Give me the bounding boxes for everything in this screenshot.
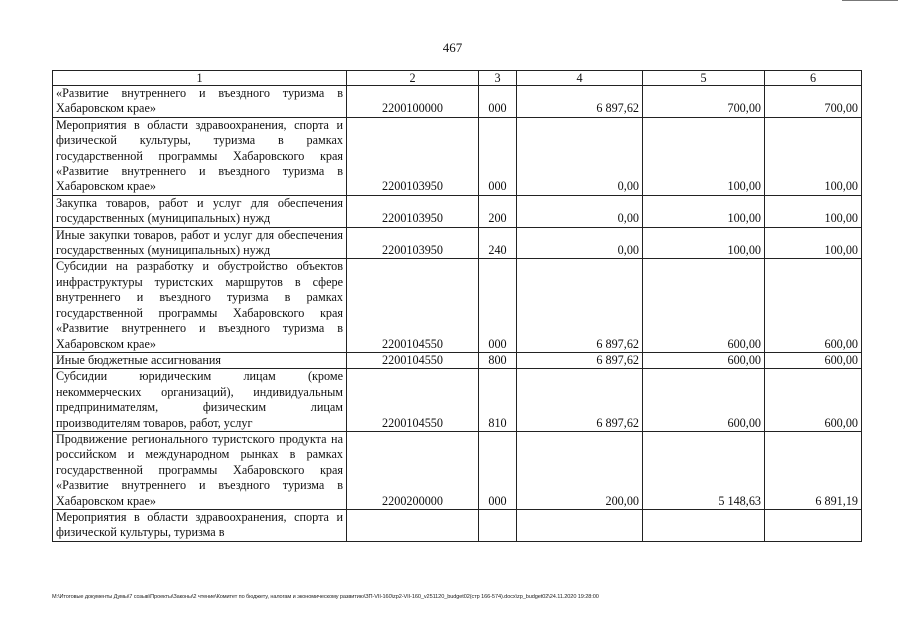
row-amount-3: 6 891,19: [765, 431, 862, 509]
row-amount-3: 100,00: [765, 227, 862, 259]
row-code: 2200104550: [347, 352, 479, 368]
row-amount-2: 100,00: [643, 195, 765, 227]
table-row: [53, 86, 862, 118]
row-amount-3: 600,00: [765, 259, 862, 352]
row-name: Иные закупки товаров, работ и услуг для обеспечения государственных (муниципальных) нужд: [53, 227, 347, 259]
row-amount-3: 600,00: [765, 352, 862, 368]
row-amount-2: [643, 509, 765, 541]
row-code: 2200103950: [347, 195, 479, 227]
row-type: 810: [479, 369, 517, 432]
row-amount-2: 5 148,63: [643, 431, 765, 509]
row-amount-2: 700,00: [643, 86, 765, 118]
row-amount-3: [765, 509, 862, 541]
row-code: 2200200000: [347, 431, 479, 509]
row-code: 2200100000: [347, 86, 479, 118]
row-amount-1: 6 897,62: [517, 86, 643, 118]
row-amount-1: 6 897,62: [517, 259, 643, 352]
row-amount-3: 100,00: [765, 195, 862, 227]
footer-file-path: M:\Итоговые документы Думы\7 созыв\Проекты\Законы\2 чтение\Комитет по бюджету, налогам и экономическому развитию\ЗП-VII-160\zp2-VII-160_v251120_budget02(стр 166-574).docx\zp_budget02\24.11.2020 19:28:00: [52, 594, 599, 600]
table-row: [53, 227, 862, 259]
row-code: 2200104550: [347, 369, 479, 432]
table-header-row: [53, 71, 862, 86]
row-type: 240: [479, 227, 517, 259]
row-type: 000: [479, 259, 517, 352]
row-amount-1: [517, 509, 643, 541]
row-amount-1: 200,00: [517, 431, 643, 509]
top-edge-mark: [842, 0, 898, 1]
header-cell: 1: [53, 71, 347, 86]
row-code: 2200103950: [347, 117, 479, 195]
row-name: Субсидии на разработку и обустройство объектов инфраструктуры туристских маршрутов в сфере внутреннего и въездного туризма в рамках государственной программы Хабаровского края «Развитие внутреннего и въездного туризма в Хабаровском крае»: [53, 259, 347, 352]
row-amount-2: 600,00: [643, 352, 765, 368]
row-type: 800: [479, 352, 517, 368]
row-name: Иные бюджетные ассигнования: [53, 352, 347, 368]
table-row: [53, 195, 862, 227]
row-name: Субсидии юридическим лицам (кроме некоммерческих организаций), индивидуальным предпринимателям, физическим лицам производителям товаров, работ, услуг: [53, 369, 347, 432]
row-name: Закупка товаров, работ и услуг для обеспечения государственных (муниципальных) нужд: [53, 195, 347, 227]
table-row: [53, 352, 862, 368]
table-row: [53, 369, 862, 432]
table-row: [53, 509, 862, 541]
row-amount-3: 600,00: [765, 369, 862, 432]
row-name: «Развитие внутреннего и въездного туризма в Хабаровском крае»: [53, 86, 347, 118]
row-amount-2: 600,00: [643, 369, 765, 432]
row-amount-2: 100,00: [643, 227, 765, 259]
row-amount-1: 6 897,62: [517, 352, 643, 368]
page-number: 467: [442, 40, 463, 55]
header-cell: 5: [643, 71, 765, 86]
row-type: 000: [479, 117, 517, 195]
row-type: [479, 509, 517, 541]
row-name: Мероприятия в области здравоохранения, спорта и физической культуры, туризма в: [53, 509, 347, 541]
row-amount-3: 100,00: [765, 117, 862, 195]
row-code: 2200104550: [347, 259, 479, 352]
row-name: Продвижение регионального туристского продукта на российском и международном рынках в рамках государственной программы Хабаровского края «Развитие внутреннего и въездного туризма в Хабаровском крае»: [53, 431, 347, 509]
row-type: 000: [479, 431, 517, 509]
header-cell: 3: [479, 71, 517, 86]
table-row: [53, 259, 862, 352]
table-row: [53, 117, 862, 195]
table-row: [53, 431, 862, 509]
header-cell: 4: [517, 71, 643, 86]
header-cell: 6: [765, 71, 862, 86]
row-amount-1: 0,00: [517, 117, 643, 195]
row-type: 000: [479, 86, 517, 118]
row-amount-1: 6 897,62: [517, 369, 643, 432]
header-cell: 2: [347, 71, 479, 86]
row-amount-2: 600,00: [643, 259, 765, 352]
row-code: 2200103950: [347, 227, 479, 259]
row-amount-1: 0,00: [517, 227, 643, 259]
row-name: Мероприятия в области здравоохранения, спорта и физической культуры, туризма в рамках государственной программы Хабаровского края «Развитие внутреннего и въездного туризма в Хабаровском крае»: [53, 117, 347, 195]
row-type: 200: [479, 195, 517, 227]
row-amount-2: 100,00: [643, 117, 765, 195]
budget-table: [52, 70, 862, 542]
row-code: [347, 509, 479, 541]
row-amount-3: 700,00: [765, 86, 862, 118]
row-amount-1: 0,00: [517, 195, 643, 227]
